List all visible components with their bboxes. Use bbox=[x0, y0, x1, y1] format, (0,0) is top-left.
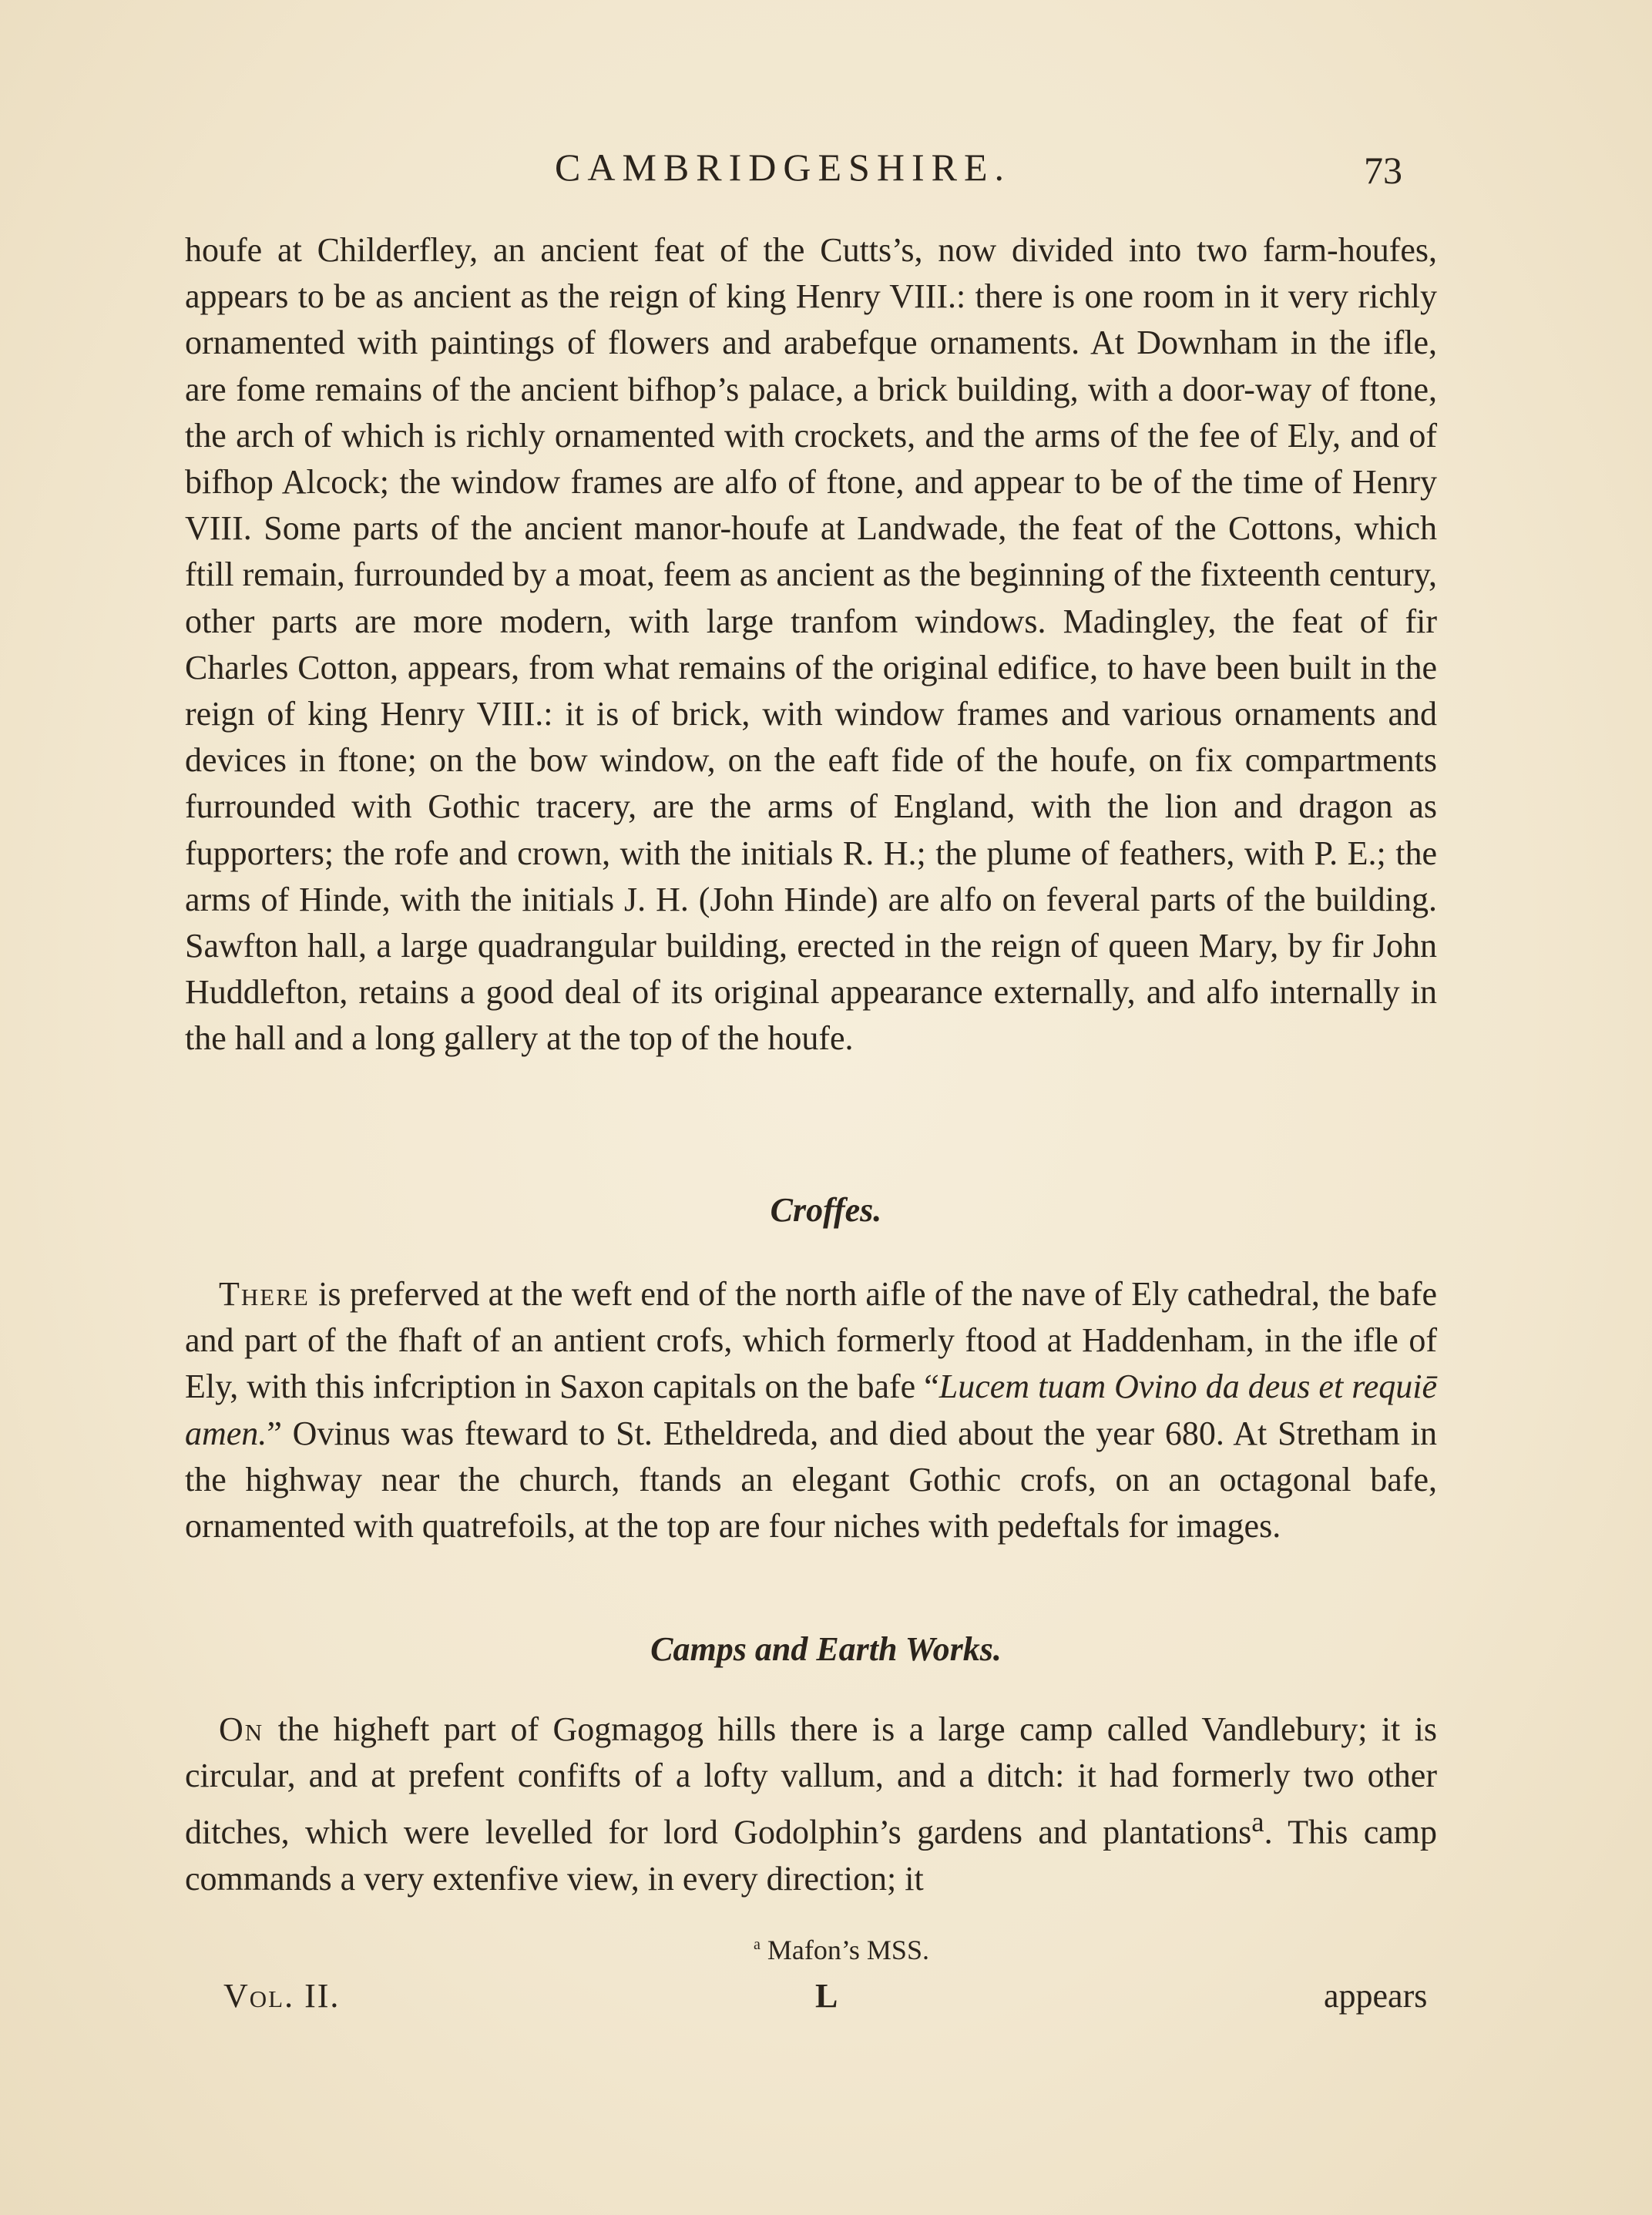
inscription-text: Lucem tuam Ovino da deus et requiē amen. bbox=[185, 1368, 1437, 1452]
heading-camps: Camps and Earth Works. bbox=[650, 1630, 1002, 1668]
running-title: CAMBRIDGESHIRE. bbox=[555, 146, 1011, 189]
footnote-text: Mafon’s MSS. bbox=[760, 1935, 929, 1965]
paragraph-text: ” Ovinus was fteward to St. Etheldreda, and died about the year 680. At Stretham in the highway near the church, ftands an elegant Gothic crofs, on an octagonal bafe, ornamented with quatrefoils, at the top are four niches with pedeftals for images. bbox=[185, 1414, 1437, 1545]
paragraph-text: houfe at Childerfley, an ancient feat of the Cutts’s, now divided into two farm-houfes, appears to be as ancient as the reign of king Henry VIII.: there is one room in it very richly ornamented with paintings of flowers and arabefque ornaments. At Downham in the ifle, are fome remains of the ancient bifhop’s palace, a brick building, with a door-way of ftone, the arch of which is richly ornamented with crockets, and the arms of the fee of Ely, and of bifhop Alcock; the window frames are alfo of ftone, and appear to be of the time of Henry VIII. Some parts of the ancient manor-houfe at Landwade, the feat of the Cottons, which ftill remain, furrounded by a moat, feem as ancient as the beginning of the fixteenth century, other parts are more modern, with large tranfom windows. Madingley, the feat of fir Charles Cotton, appears, from what remains of the original edifice, to have been built in the reign of king Henry VIII.: it is of brick, with window frames and various ornaments and devices in ftone; on the bow window, on the eaft fide of the houfe, on fix compartments furrounded with Gothic tracery, are the arms of England, with the lion and dragon as fupporters; the rofe and crown, with the initials R. H.; the plume of feathers, with P. E.; the arms of Hinde, with the initials J. H. (John Hinde) are alfo on feveral parts of the building. Sawfton hall, a large quadrangular building, erected in the reign of queen Mary, by fir John Huddlefton, retains a good deal of its original appearance externally, and alfo internally in the hall and a long gallery at the top of the houfe. bbox=[185, 231, 1437, 1058]
paragraph-houses bbox=[185, 227, 1437, 1062]
page-header bbox=[0, 145, 1652, 199]
paragraph-lead-word: On bbox=[219, 1710, 264, 1748]
heading-crosses: Croffes. bbox=[770, 1191, 882, 1229]
paragraph-camps bbox=[185, 1707, 1437, 1902]
page-footer bbox=[0, 1976, 1652, 2022]
footnote-reference: a bbox=[1251, 1806, 1264, 1838]
page-number: 73 bbox=[1364, 149, 1402, 192]
footnote bbox=[0, 1934, 1652, 1966]
paragraph-text: . This camp commands a very extenfive view, in every direction; it bbox=[185, 1814, 1437, 1898]
volume-label: Vol. II. bbox=[223, 1977, 341, 2015]
paragraph-text: is preferved at the weft end of the north aifle of the nave of Ely cathedral, the bafe and part of the fhaft of an antient crofs, which formerly ftood at Haddenham, in the ifle of Ely, with this infcription in Saxon capitals on the bafe “ bbox=[185, 1275, 1437, 1406]
footnote-mark: a bbox=[754, 1936, 761, 1953]
paragraph-crosses bbox=[185, 1271, 1437, 1549]
paragraph-text: the higheft part of Gogmagog hills there is a large camp called Vandlebury; it is circular, and at prefent confifts of a lofty vallum, and a ditch: it had formerly two other ditches, which were levelled for lord Godolphin’s gardens and plantations bbox=[185, 1710, 1438, 1852]
signature-mark: L bbox=[815, 1977, 838, 2015]
paragraph-lead-word: There bbox=[219, 1275, 310, 1313]
catchword: appears bbox=[1324, 1977, 1428, 2015]
